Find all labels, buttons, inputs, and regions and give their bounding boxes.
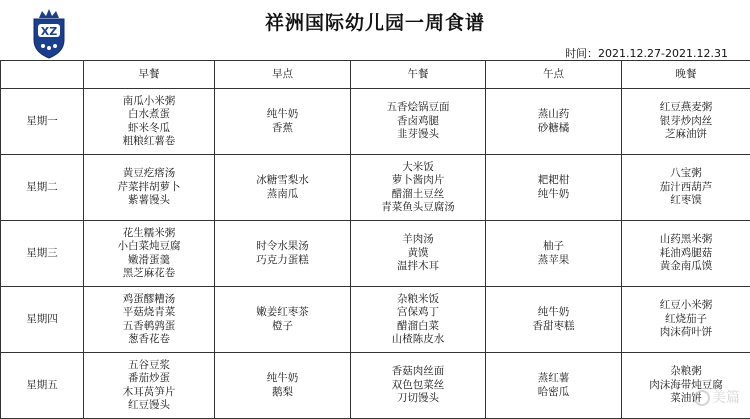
header-morning-snack: 早点 bbox=[215, 61, 351, 89]
dinner-cell bbox=[622, 353, 750, 419]
menu-item: 杂粮米饭 bbox=[397, 292, 439, 305]
day-cell: 星期五 bbox=[1, 353, 84, 419]
menu-item: 五香鹌鹑蛋 bbox=[122, 319, 176, 332]
page-title: 祥洲国际幼儿园一周食谱 bbox=[264, 12, 485, 34]
menu-item: 五香烩锅豆面 bbox=[386, 101, 450, 114]
menu-item: 香甜枣糕 bbox=[532, 319, 575, 332]
breakfast-cell bbox=[84, 89, 215, 155]
menu-item: 红豆燕麦粥 bbox=[659, 101, 713, 114]
breakfast-cell bbox=[84, 221, 215, 287]
dinner-cell bbox=[622, 287, 750, 353]
day-cell: 星期三 bbox=[1, 221, 84, 287]
menu-item: 山楂陈皮水 bbox=[391, 333, 445, 345]
day-cell: 星期二 bbox=[1, 155, 84, 221]
menu-item: 番茄炒蛋 bbox=[128, 372, 170, 384]
afternoon-snack-cell bbox=[486, 287, 622, 353]
table-row bbox=[1, 221, 750, 287]
menu-item: 蒸山药 bbox=[537, 108, 570, 120]
day-cell: 星期一 bbox=[1, 89, 84, 155]
menu-item: 香蕉 bbox=[272, 121, 293, 134]
menu-item: 杂粮粥 bbox=[670, 365, 702, 378]
lunch-cell bbox=[351, 89, 486, 155]
menu-item: 哈密瓜 bbox=[537, 385, 570, 398]
menu-item: 南瓜小米粥 bbox=[122, 94, 176, 107]
morning-snack-cell bbox=[215, 353, 351, 419]
morning-snack-cell bbox=[215, 221, 351, 287]
table-row bbox=[1, 155, 750, 221]
menu-item: 红豆馒头 bbox=[128, 399, 170, 411]
menu-item: 嫩姜红枣茶 bbox=[256, 306, 309, 318]
menu-item: 黄金南瓜馍 bbox=[659, 260, 713, 273]
table-row bbox=[1, 89, 750, 155]
menu-item: 蒸红薯 bbox=[537, 372, 570, 384]
menu-item: 蒸苹果 bbox=[537, 253, 570, 266]
logo-text: XZ bbox=[40, 25, 58, 38]
menu-item: 小白菜炖豆腐 bbox=[117, 240, 181, 252]
menu-item: 五谷豆浆 bbox=[128, 358, 170, 371]
lunch-cell bbox=[351, 155, 486, 221]
menu-item: 羊肉汤 bbox=[402, 233, 434, 246]
menu-item: 香卤鸡腿 bbox=[397, 114, 439, 127]
menu-item: 白水煮蛋 bbox=[128, 108, 170, 120]
menu-item: 木耳莴笋片 bbox=[122, 385, 176, 398]
menu-item: 茄汁西葫芦 bbox=[659, 180, 713, 193]
watermark-logo-icon bbox=[694, 390, 710, 406]
header-day bbox=[1, 61, 84, 89]
menu-item: 银芽炒肉丝 bbox=[659, 114, 713, 127]
menu-item: 纯牛奶 bbox=[537, 187, 570, 200]
lunch-cell bbox=[351, 353, 486, 419]
header-breakfast: 早餐 bbox=[84, 61, 215, 89]
menu-item: 嫩滑蛋羹 bbox=[128, 253, 170, 266]
morning-snack-cell bbox=[215, 89, 351, 155]
menu-item: 醋溜白菜 bbox=[397, 319, 439, 332]
dinner-cell bbox=[622, 221, 750, 287]
table-row bbox=[1, 353, 750, 419]
menu-item: 纯牛奶 bbox=[266, 372, 299, 384]
menu-item: 时令水果汤 bbox=[256, 240, 309, 252]
menu-item: 鸡蛋醪糟汤 bbox=[122, 292, 176, 305]
afternoon-snack-cell bbox=[486, 89, 622, 155]
menu-item: 红烧茄子 bbox=[665, 312, 707, 325]
menu-item: 萝卜酱肉片 bbox=[391, 174, 445, 186]
watermark bbox=[694, 387, 740, 407]
menu-item: 橙子 bbox=[272, 319, 293, 332]
breakfast-cell bbox=[84, 287, 215, 353]
breakfast-cell bbox=[84, 353, 215, 419]
breakfast-cell bbox=[84, 155, 215, 221]
header-lunch: 午餐 bbox=[351, 61, 486, 89]
menu-item: 芹菜拌胡萝卜 bbox=[117, 180, 181, 193]
menu-item: 黄豆疙瘩汤 bbox=[122, 167, 176, 180]
menu-item: 平菇烧青菜 bbox=[122, 306, 176, 318]
header-afternoon-snack: 午点 bbox=[486, 61, 622, 89]
menu-item: 耗油鸡腿菇 bbox=[659, 246, 713, 259]
menu-item: 蒸南瓜 bbox=[266, 187, 299, 200]
date-range: 时间：2021.12.27-2021.12.31 bbox=[565, 47, 728, 60]
menu-item: 耙耙柑 bbox=[537, 174, 570, 186]
morning-snack-cell bbox=[215, 155, 351, 221]
menu-item: 双色包菜丝 bbox=[391, 378, 445, 391]
menu-item: 八宝粥 bbox=[670, 167, 702, 180]
morning-snack-cell bbox=[215, 287, 351, 353]
menu-item: 黑芝麻花卷 bbox=[122, 267, 176, 279]
afternoon-snack-cell bbox=[486, 155, 622, 221]
menu-item: 冰糖雪梨水 bbox=[256, 174, 309, 186]
menu-item: 红枣馍 bbox=[670, 194, 702, 207]
menu-item: 纯牛奶 bbox=[537, 306, 570, 318]
menu-item: 大米饭 bbox=[402, 160, 434, 173]
afternoon-snack-cell bbox=[486, 221, 622, 287]
menu-item: 刀切馒头 bbox=[397, 392, 439, 405]
dinner-cell bbox=[622, 155, 750, 221]
menu-item: 葱香花卷 bbox=[128, 333, 170, 345]
lunch-cell bbox=[351, 287, 486, 353]
watermark-text: 美篇 bbox=[712, 390, 740, 406]
menu-item: 温拌木耳 bbox=[397, 260, 439, 273]
menu-item: 韭芽馒头 bbox=[397, 128, 439, 141]
menu-item: 宫保鸡丁 bbox=[397, 306, 439, 318]
header-dinner: 晚餐 bbox=[622, 61, 750, 89]
menu-item: 山药黑米粥 bbox=[659, 233, 713, 246]
menu-item: 肉沫荷叶饼 bbox=[659, 326, 713, 339]
menu-item: 纯牛奶 bbox=[266, 108, 299, 120]
menu-item: 巧克力蛋糕 bbox=[256, 253, 309, 266]
menu-item: 香菇肉丝面 bbox=[391, 365, 445, 378]
table-row bbox=[1, 287, 750, 353]
menu-item: 黄馍 bbox=[407, 246, 429, 259]
menu-item: 肉沫海带炖豆腐 bbox=[649, 378, 723, 391]
menu-item: 柚子 bbox=[543, 240, 564, 252]
menu-item: 粗粮红薯卷 bbox=[122, 135, 176, 147]
menu-item: 红豆小米粥 bbox=[659, 299, 713, 312]
lunch-cell bbox=[351, 221, 486, 287]
menu-item: 紫薯馒头 bbox=[128, 194, 170, 207]
day-cell: 星期四 bbox=[1, 287, 84, 353]
afternoon-snack-cell bbox=[486, 353, 622, 419]
menu-item: 鹅梨 bbox=[272, 385, 293, 398]
menu-item: 虾米冬瓜 bbox=[128, 121, 170, 134]
menu-item: 醋溜土豆丝 bbox=[391, 187, 445, 200]
menu-item: 花生糯米粥 bbox=[122, 226, 176, 239]
menu-item: 芝麻油饼 bbox=[665, 128, 707, 141]
weekly-menu-table bbox=[0, 60, 750, 419]
menu-item: 菜油饼 bbox=[670, 392, 702, 405]
table-header-row bbox=[1, 61, 750, 89]
menu-item: 青菜鱼头豆腐汤 bbox=[381, 201, 455, 213]
dinner-cell bbox=[622, 89, 750, 155]
menu-item: 砂糖橘 bbox=[537, 121, 570, 134]
